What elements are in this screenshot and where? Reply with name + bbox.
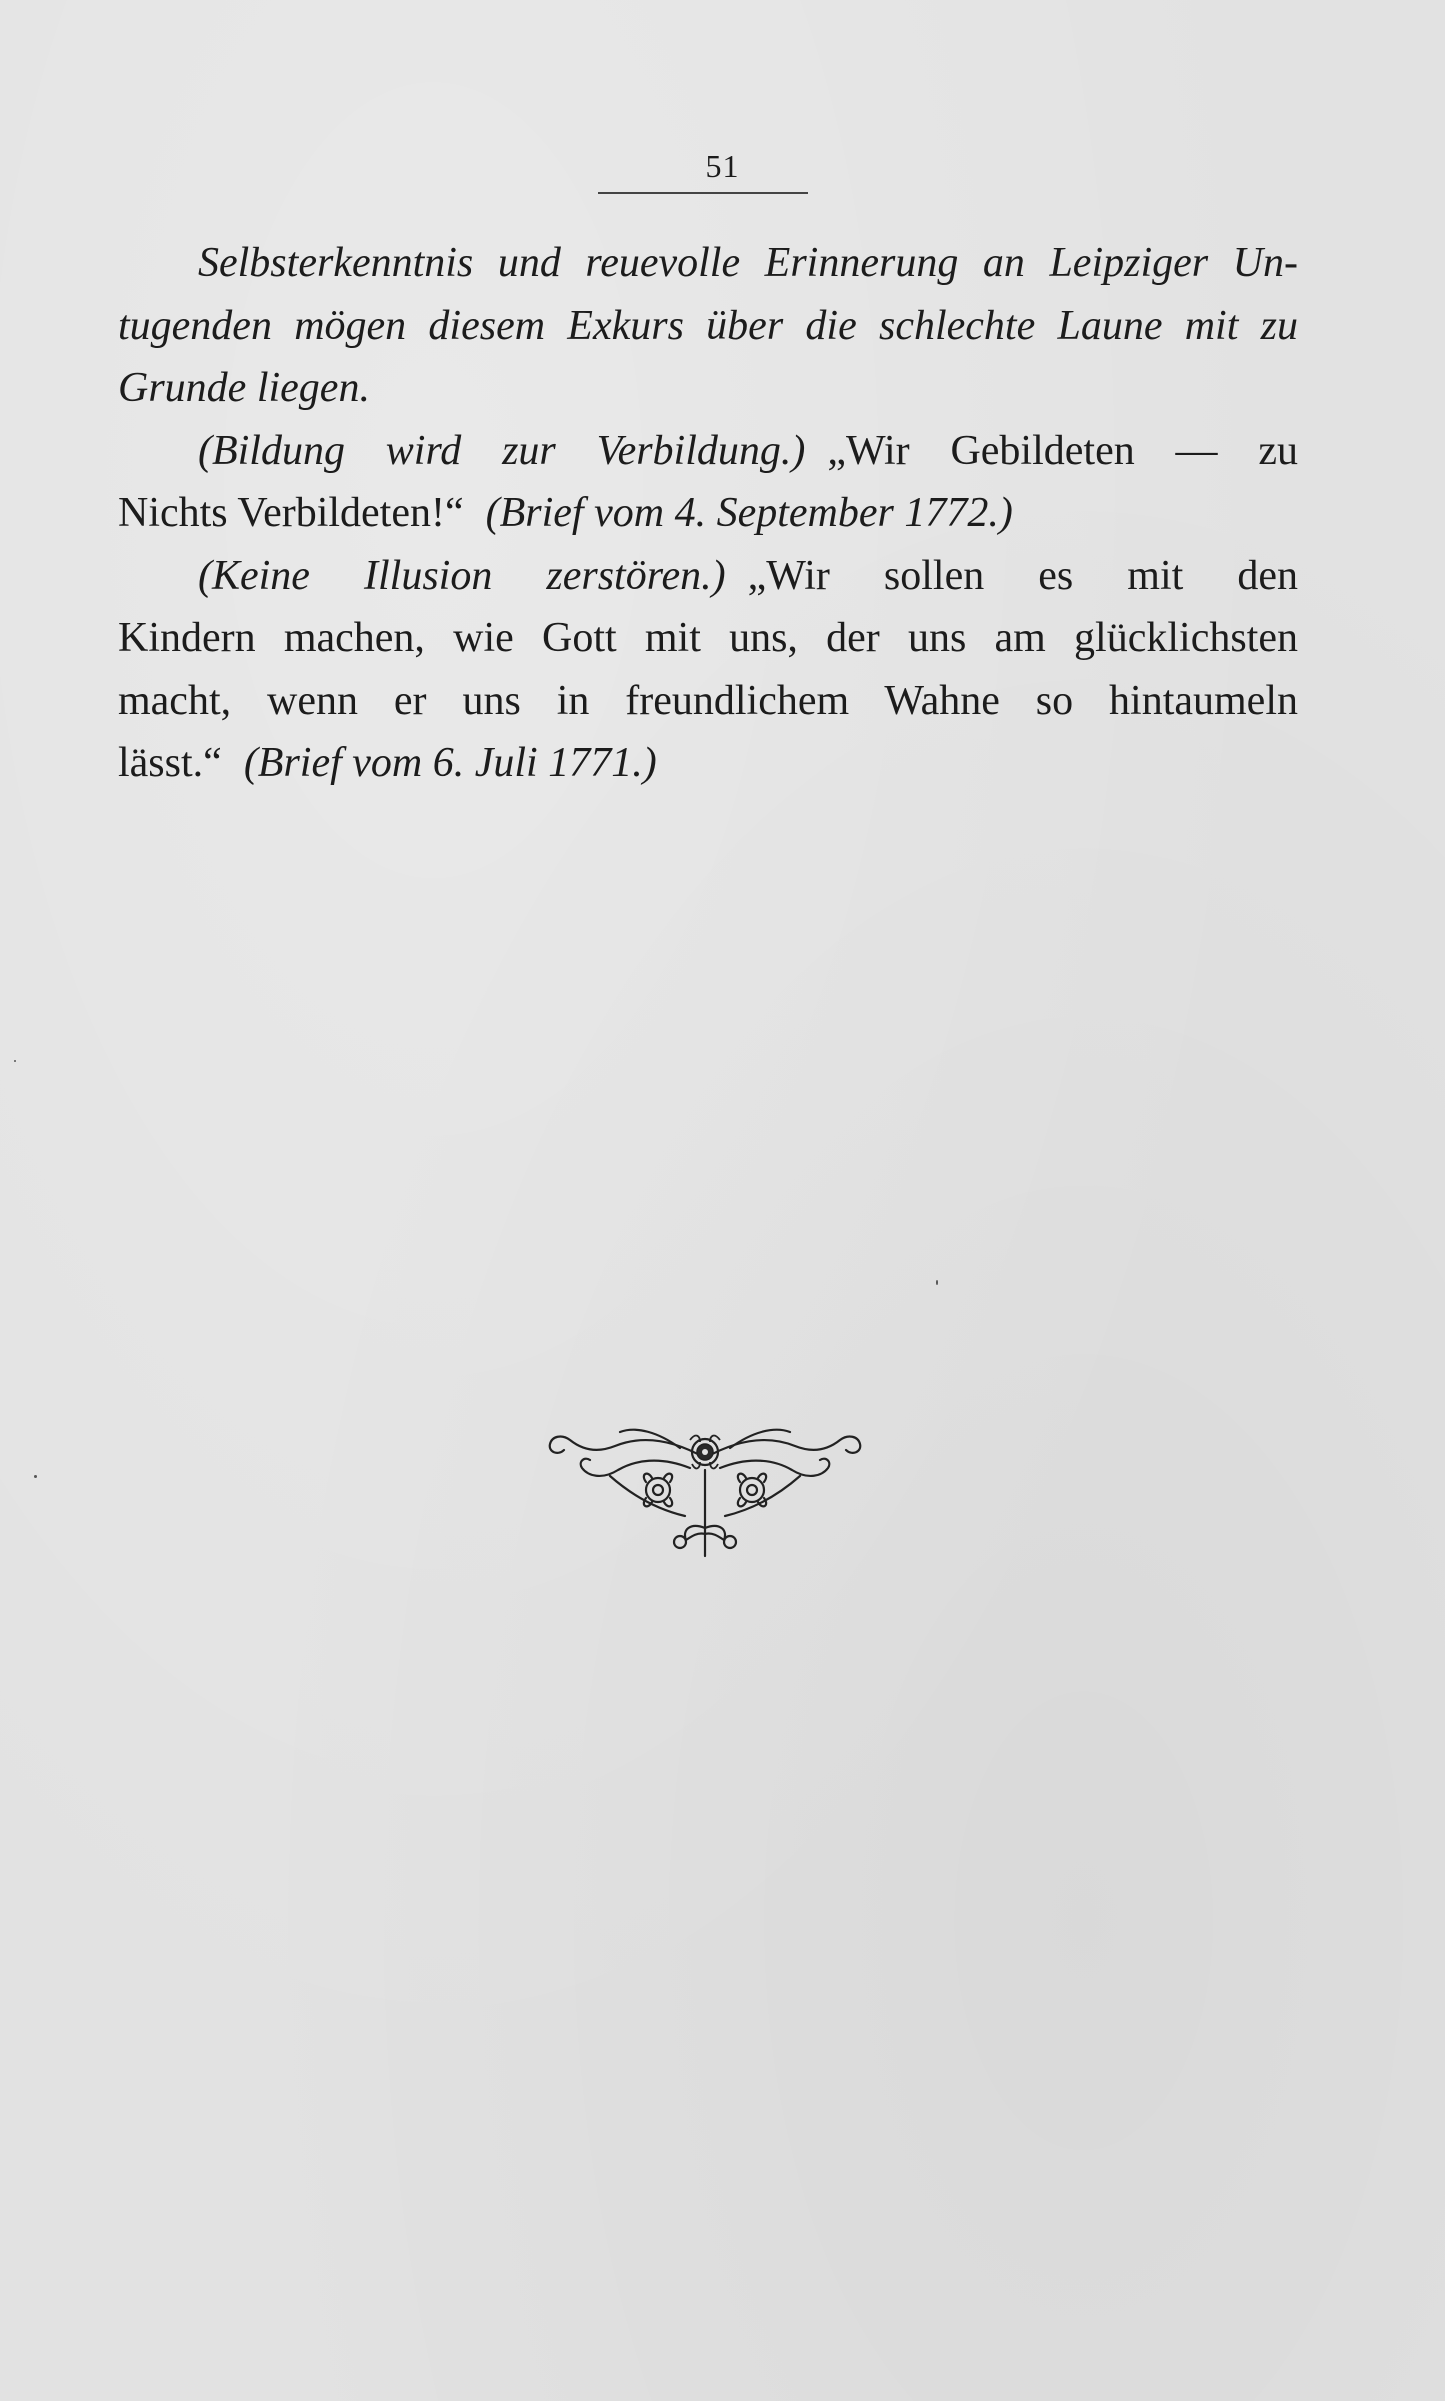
header-rule bbox=[598, 192, 808, 194]
text-line bbox=[118, 420, 1298, 483]
text-line bbox=[118, 482, 1298, 545]
page-number: 51 bbox=[705, 148, 740, 184]
quotation: lässt.“ bbox=[118, 740, 222, 786]
citation: (Brief vom 6. Juli 1771.) bbox=[243, 740, 657, 786]
floral-ornament-icon bbox=[540, 1418, 870, 1566]
scan-speck bbox=[936, 1280, 938, 1285]
text-line: tugenden mögen diesem Exkurs über die schlechte Laune mit zu bbox=[118, 302, 1298, 349]
section-heading: (Keine Illusion zerstören.) bbox=[198, 552, 726, 599]
citation: (Brief vom 4. September 1772.) bbox=[485, 490, 1013, 536]
quotation: „Wir Gebildeten — zu bbox=[827, 427, 1298, 474]
text-line bbox=[118, 545, 1298, 608]
text-line: Grunde liegen. bbox=[118, 365, 370, 411]
text-line bbox=[118, 732, 1298, 795]
quotation: „Wir sollen es mit den bbox=[747, 552, 1298, 599]
text-line: macht, wenn er uns in freundlichem Wahne so hintaumeln bbox=[118, 677, 1298, 724]
section-heading: (Bildung wird zur Verbildung.) bbox=[198, 427, 806, 474]
scan-speck bbox=[34, 1475, 37, 1478]
scan-speck bbox=[14, 1060, 16, 1062]
text-line: Kindern machen, wie Gott mit uns, der uns am glücklichsten bbox=[118, 615, 1298, 661]
quotation: Nichts Verbildeten!“ bbox=[118, 490, 464, 536]
body-text bbox=[118, 232, 1298, 795]
text-line: Selbsterkenntnis und reuevolle Erinnerung an Leipziger Un- bbox=[198, 240, 1298, 286]
